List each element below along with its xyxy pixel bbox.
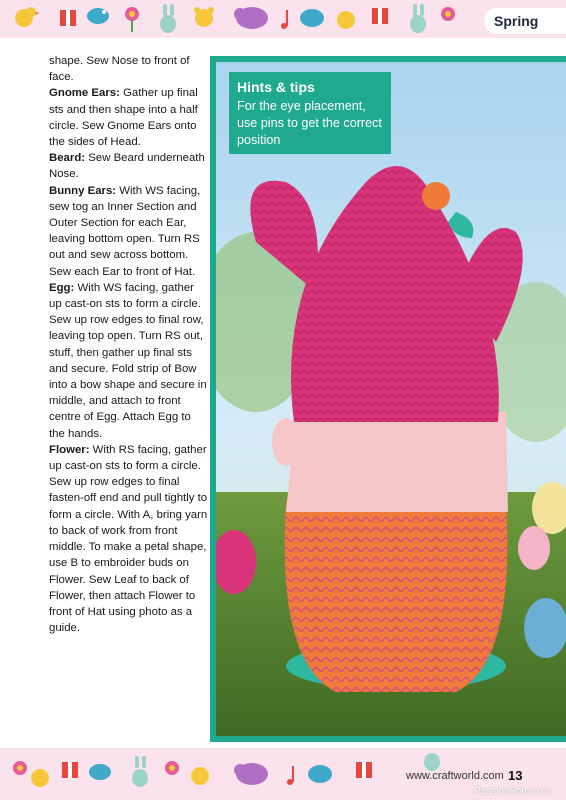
footer-url: www.craftworld.com — [406, 770, 504, 782]
egg-label: Egg: — [49, 281, 75, 294]
knitted-gnome-image — [216, 62, 566, 736]
elephant-icon — [234, 763, 268, 785]
bird-icon — [308, 765, 332, 783]
gnome-ears-text: Gather up final sts and then shape into a half circle. Sew Gnome Ears onto the sides of Head. — [49, 87, 198, 149]
bird-icon — [300, 9, 324, 27]
gnome-photo — [216, 62, 566, 736]
easter-pattern-icon — [0, 0, 566, 38]
header-pattern-band — [0, 0, 566, 38]
bunny-ears-label: Bunny Ears: — [49, 184, 117, 197]
rabbit-icon — [132, 756, 148, 787]
music-note-icon — [287, 766, 294, 785]
flower-text: With RS facing, gather up cast-on sts to form a circle. Sew up row edges to final fasten-off end and pull tightly to form a circle. With A, bring yarn to back of work from front middle. To make a petal shape, use B to embroider buds on Flower. Sew Leaf to back of Flower, then attach Flower to front of Hat using photo as a guide. — [49, 443, 208, 635]
photo-frame — [210, 56, 566, 742]
beard-label: Beard: — [49, 152, 86, 165]
rabbit-icon — [410, 4, 426, 33]
bird-icon — [87, 8, 109, 24]
hints-body: For the eye placement, use pins to get the correct position — [237, 99, 382, 147]
gift-icon — [372, 8, 388, 24]
instructions-column — [49, 53, 209, 636]
instruction-paragraph — [49, 280, 209, 442]
flower-label: Flower: — [49, 443, 90, 456]
flower-icon — [125, 7, 139, 32]
instruction-paragraph — [49, 150, 209, 182]
rabbit-icon — [160, 4, 176, 33]
beard-text: Sew Beard underneath Nose. — [49, 152, 205, 181]
music-note-icon — [281, 10, 288, 29]
bird-icon — [89, 764, 111, 780]
bunny-ears-text: With WS facing, sew tog an Inner Section and Outer Section for each Ear, leaving bottom open. Turn RS out and sew across bottom. Sew each Ear to front of Hat. — [49, 184, 201, 278]
section-label: Spring — [494, 13, 539, 29]
teddy-icon — [191, 767, 209, 785]
flower-icon — [13, 761, 27, 775]
page-number: 13 — [508, 768, 523, 783]
section-tab — [484, 8, 566, 34]
instruction-paragraph — [49, 442, 209, 636]
flower-icon — [165, 761, 179, 775]
egg-text: With WS facing, gather up cast-on sts to form a circle. Sew up row edges to final row, leaving top open. Turn RS out, stuff, then gather up final sts and secure. Fold strip of Bow into a bow shape and secure in middle, and attach to front centre of Egg. Attach Egg to the hands. — [49, 281, 207, 440]
elephant-icon — [234, 7, 268, 29]
gift-icon — [356, 762, 372, 778]
teddy-icon — [194, 7, 214, 27]
hints-tips-box — [229, 72, 391, 154]
instruction-paragraph — [49, 183, 209, 280]
teddy-icon — [31, 769, 49, 787]
duck-icon — [15, 7, 40, 27]
instruction-paragraph — [49, 85, 209, 150]
rabbit-icon — [424, 753, 440, 771]
instruction-paragraph — [49, 53, 209, 85]
hints-title: Hints & tips — [237, 79, 315, 95]
flower-icon — [441, 7, 455, 21]
gift-icon — [60, 10, 76, 26]
teddy-icon — [337, 11, 355, 29]
gift-icon — [62, 762, 78, 778]
watermark: PassionForum.ru — [474, 786, 551, 797]
nose-text: shape. Sew Nose to front of face. — [49, 55, 190, 84]
gnome-ears-label: Gnome Ears: — [49, 87, 120, 100]
